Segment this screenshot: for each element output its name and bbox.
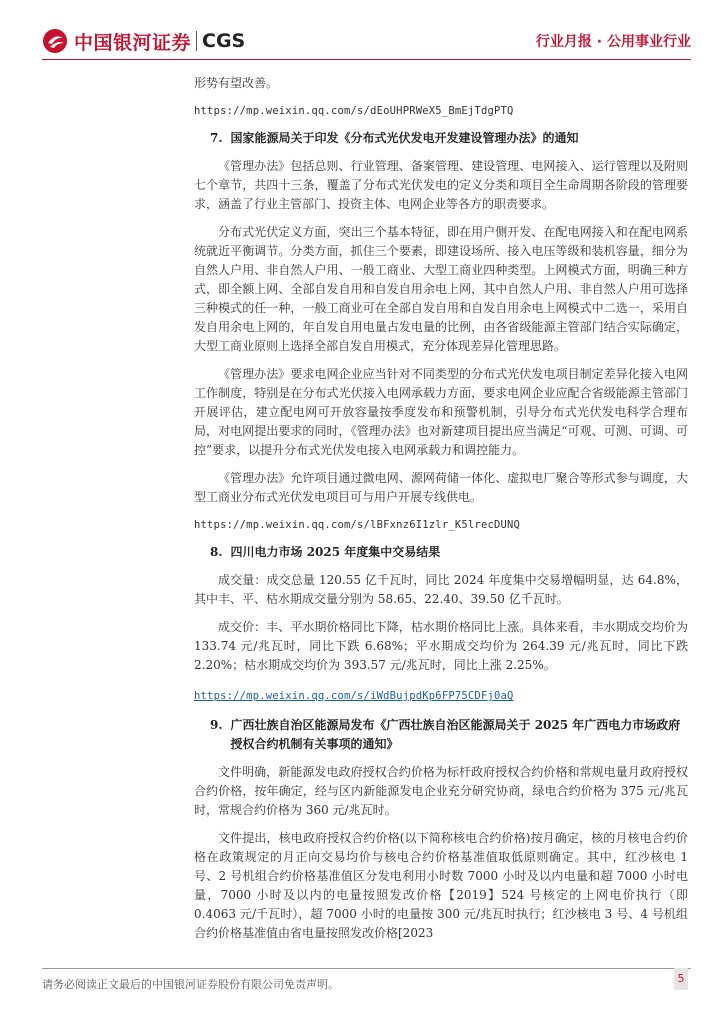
section-title: 国家能源局关于印发《分布式光伏发电开发建设管理办法》的通知 [230,131,579,145]
header-divider [42,59,691,60]
paragraph: 《管理办法》要求电网企业应当针对不同类型的分布式光伏发电项目制定差异化接入电网工作制度，特别是在分布式光伏接入电网承载力方面，要求电网企业应配合省级能源主管部门开展评估，建立配电网可开放容量按季度发布和预警机制，引导分布式光伏发电科学合理布局，对电网提出要求的同时，《管理办法》也对新建项目提出应当满足“可观、可测、可调、可控”要求，以提升分布式光伏发电接入电网承载力和调控能力。 [194,367,688,457]
main-content [194,74,688,952]
paragraph: 成交量：成交总量 120.55 亿千瓦时，同比 2024 年度集中交易增幅明显，达 64.8%，其中丰、平、枯水期成交量分别为 58.65、22.40、39.50 亿千瓦时。 [194,573,688,606]
section-heading-8 [194,543,688,562]
section-number: 9. [210,718,223,732]
paragraph: 《管理办法》包括总则、行业管理、备案管理、建设管理、电网接入、运行管理以及附则七个章节，共四十三条，覆盖了分布式光伏发电的定义分类和项目全生命周期各阶段的管理要求，涵盖了行业主管部门、投资主体、电网企业等各方的职责要求。 [194,159,688,211]
report-type-label: 行业月报 · 公用事业行业 [535,34,691,50]
paragraph: 文件提出，核电政府授权合约价格(以下简称核电合约价格)按月确定，核的月核电合约价格在政策规定的月正向交易均价与核电合约价格基准值取低原则确定。其中，红沙核电 1 号、2 号机组合约价格基准值区分发电利用小时数 7000 小时及以内电量和超 7000 小时电量，7000 小时及以内的电量按照发改价格【2019】524 号核定的上网电价执行（即 0.4063 元/千瓦时），超 7000 小时的电量按 300 元/兆瓦时执行；红沙核电 3 号、4 号机组合约价格基准值由省电量按照发改价格[2023 [194,831,688,940]
paragraph: 成交价：丰、平水期价格同比下降，枯水期价格同比上涨。具体来看，丰水期成交均价为 133.74 元/兆瓦时，同比下跌 6.68%；平水期成交均价为 264.39 元/兆瓦时，同比下跌 2.20%；枯水期成交均价为 393.57 元/兆瓦时，同比上涨 2.25%。 [194,620,688,672]
section-title: 四川电力市场 2025 年度集中交易结果 [230,545,441,559]
paragraph: 《管理办法》允许项目通过微电网、源网荷储一体化、虚拟电厂聚合等形式参与调度，大型工商业分布式光伏发电项目可与用户开展专线供电。 [194,471,688,504]
cgs-logo-icon [42,28,68,54]
section-heading-7 [194,129,688,148]
logo-chinese-name: 中国银河证券 [74,31,192,54]
page-number: 5 [674,968,688,990]
logo-english-name: CGS [202,30,246,52]
source-url-1[interactable]: https://mp.weixin.qq.com/s/dEoUHPRWeX5_BmEjTdgPTQ [194,105,514,117]
section-number: 7. [210,131,223,145]
paragraph: 文件明确，新能源发电政府授权合约价格为标杆政府授权合约价格和常规电量月政府授权合约价格，按年确定，经与区内新能源发电企业充分研究协商，绿电合约价格为 375 元/兆瓦时，常规合约价格为 360 元/兆瓦时。 [194,765,688,817]
footer-divider [42,968,691,969]
section-title: 广西壮族自治区能源局发布《广西壮族自治区能源局关于 2025 年广西电力市场政府授权合约机制有关事项的通知》 [230,718,681,751]
section-number: 8. [210,545,223,559]
company-logo [42,28,245,54]
logo-separator [196,31,197,51]
source-url-3[interactable]: https://mp.weixin.qq.com/s/iWdBujpdKp6FP75CDFj0aQ [194,690,514,702]
footer-disclaimer: 请务必阅读正文最后的中国银河证券股份有限公司免责声明。 [42,978,339,991]
source-url-2[interactable]: https://mp.weixin.qq.com/s/lBFxnz6I1zlr_K5lrecDUNQ [194,519,521,531]
section-heading-9 [194,716,688,754]
paragraph-intro: 形势有望改善。 [194,76,279,90]
paragraph: 分布式光伏定义方面，突出三个基本特征，即在用户侧开发、在配电网接入和在配电网系统就近平衡调节。分类方面，抓住三个要素，即建设场所、接入电压等级和装机容量，细分为自然人户用、非自然人户用、一般工商业、大型工商业四种类型。上网模式方面，明确三种方式，即全额上网、全部自发自用和自发自用余电上网，其中自然人户用、非自然人户用可选择三种模式的任一种，一般工商业可在全部自发自用和自发自用余电上网模式中二选一，采用自发自用余电上网的，年自发自用电量占发电量的比例，由各省级能源主管部门结合实际确定，大型工商业原则上选择全部自发自用模式，充分体现差异化管理思路。 [194,225,688,353]
